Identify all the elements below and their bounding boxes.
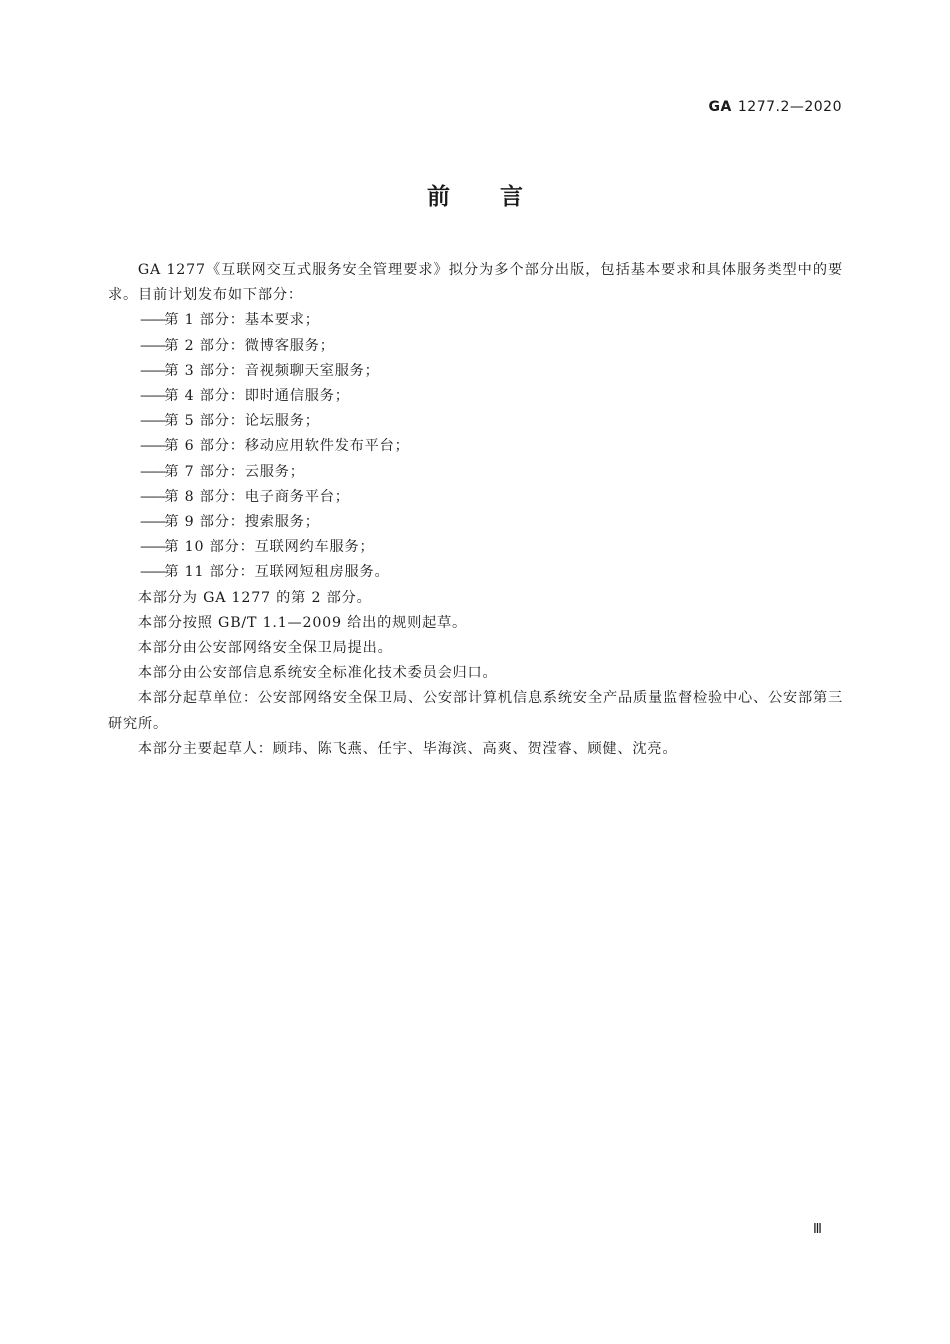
list-item-text: 第 8 部分：电子商务平台； <box>164 488 350 505</box>
list-item-text: 第 9 部分：搜索服务； <box>164 514 320 531</box>
list-dash: —— <box>140 388 165 405</box>
paragraph-drafting-rules: 本部分按照 GB/T 1.1—2009 给出的规则起草。 <box>137 614 468 631</box>
list-item <box>108 409 843 434</box>
list-item <box>108 460 843 485</box>
paragraph-part-number: 本部分为 GA 1277 的第 2 部分。 <box>137 589 372 606</box>
list-item <box>108 359 843 384</box>
paragraph-drafting-units: 本部分起草单位：公安部网络安全保卫局、公安部计算机信息系统安全产品质量监督检验中心、公安部第三研究所。 <box>108 690 843 732</box>
page-number: Ⅲ <box>813 1222 822 1237</box>
list-item <box>108 384 843 409</box>
list-item <box>108 434 843 459</box>
list-dash: —— <box>140 564 165 581</box>
list-item-text: 第 5 部分：论坛服务； <box>164 413 320 430</box>
list-dash: —— <box>140 539 165 556</box>
list-dash: —— <box>140 337 165 354</box>
foreword-body <box>108 258 843 762</box>
list-item <box>108 560 843 585</box>
list-item-text: 第 6 部分：移动应用软件发布平台； <box>164 438 410 455</box>
list-item-text: 第 4 部分：即时通信服务； <box>164 388 350 405</box>
list-dash: —— <box>140 488 165 505</box>
list-item <box>108 485 843 510</box>
list-dash: —— <box>140 438 165 455</box>
list-item <box>108 308 843 333</box>
list-dash: —— <box>140 362 165 379</box>
list-item-text: 第 2 部分：微博客服务； <box>164 337 335 354</box>
list-item <box>108 334 843 359</box>
list-dash: —— <box>140 312 165 329</box>
standard-prefix: GA <box>708 99 732 115</box>
list-item <box>108 535 843 560</box>
intro-paragraph: GA 1277《互联网交互式服务安全管理要求》拟分为多个部分出版，包括基本要求和具体服务类型中的要求。目前计划发布如下部分： <box>108 262 843 304</box>
list-item-text: 第 3 部分：音视频聊天室服务； <box>164 362 380 379</box>
list-item-text: 第 11 部分：互联网短租房服务。 <box>164 564 390 581</box>
list-item-text: 第 10 部分：互联网约车服务； <box>164 539 375 556</box>
paragraph-drafters: 本部分主要起草人：顾玮、陈飞燕、任宇、毕海滨、高爽、贺滢睿、顾健、沈亮。 <box>137 740 678 757</box>
page-title: 前言 <box>427 184 573 210</box>
standard-number: 1277.2—2020 <box>737 99 842 115</box>
list-item-text: 第 1 部分：基本要求； <box>164 312 320 329</box>
list-dash: —— <box>140 514 165 531</box>
standard-code-header <box>709 99 842 115</box>
paragraph-administrator: 本部分由公安部信息系统安全标准化技术委员会归口。 <box>137 665 498 682</box>
paragraph-proposer: 本部分由公安部网络安全保卫局提出。 <box>137 640 393 657</box>
list-dash: —— <box>140 463 165 480</box>
list-item-text: 第 7 部分：云服务； <box>164 463 305 480</box>
list-item <box>108 510 843 535</box>
list-dash: —— <box>140 413 165 430</box>
